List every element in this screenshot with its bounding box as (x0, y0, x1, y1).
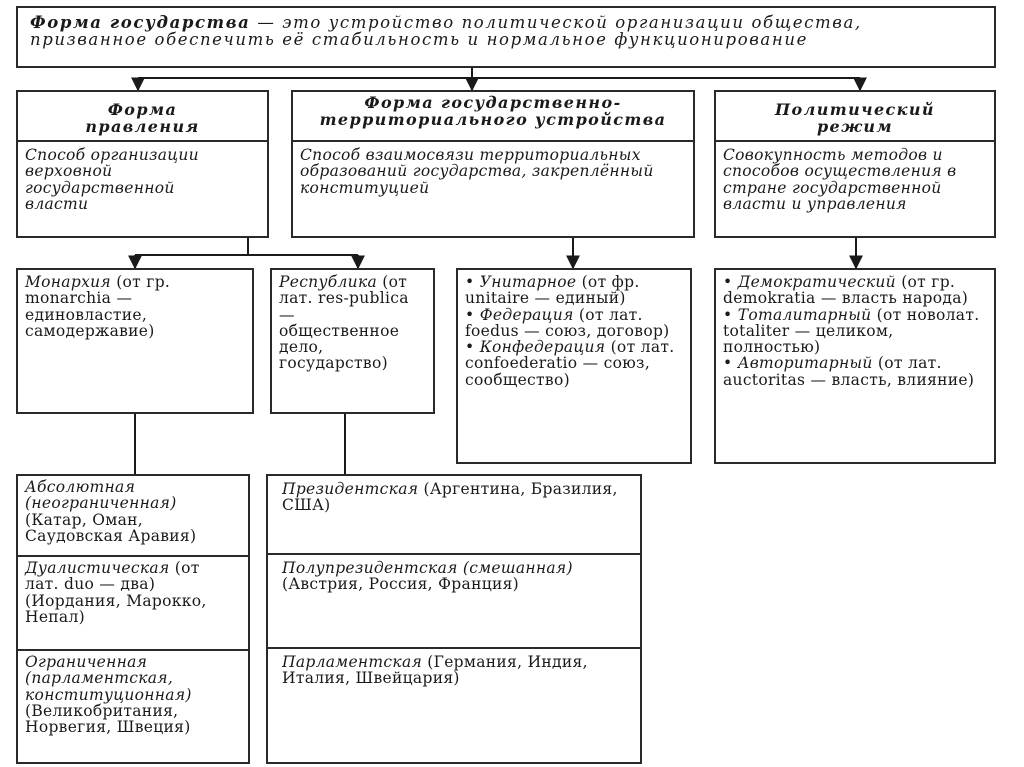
political-regime-description: Совокупность методов и способов осуществления в стране государственной власти и управления (723, 146, 957, 213)
territorial-type-item: • Федерация (от лат. foedus — союз, договор) (465, 305, 670, 340)
republic-name: Республика (279, 273, 378, 291)
government-form-box (16, 90, 269, 238)
territorial-type-item: • Конфедерация (от лат. confoederatio — союз, сообщество) (465, 338, 675, 389)
regime-type-item: • Авторитарный (от лат. auctoritas — власть, влияние) (723, 354, 975, 389)
territorial-form-box (291, 90, 695, 238)
monarchy-type-dualistic: Дуалистическая (от лат. duo — два) (Иордания, Марокко, Непал) (25, 559, 207, 626)
territorial-type-item: • Унитарное (от фр. unitaire — единый) (465, 273, 640, 308)
monarchy-name: Монархия (25, 273, 111, 291)
regime-type-item: • Демократический (от гр. demokratia — власть народа) (723, 273, 969, 308)
monarchy-type-absolute: Абсолютная (неограниченная) (Катар, Оман, Саудовская Аравия) (25, 478, 197, 545)
republic-type-presidential: Президентская (Аргентина, Бразилия, США) (282, 480, 618, 515)
regime-types-box (714, 268, 996, 464)
republic-box (270, 268, 435, 414)
republic-type-semi-presidential: Полупрезидентская (смешанная) (Австрия, Россия, Франция) (282, 559, 573, 594)
definition-term: Форма государства (30, 13, 251, 32)
republic-type-parliamentary: Парламентская (Германия, Индия, Италия, Швейцария) (282, 653, 588, 688)
republic-etymology: (от лат. res-publica — общественное дело, государство) (279, 273, 409, 373)
government-form-header: Форма правления (85, 100, 200, 136)
political-regime-box (714, 90, 996, 238)
republic-types-box (266, 474, 642, 764)
monarchy-type-limited: Ограниченная (парламентская, конституционная) (Великобритания, Норвегия, Швеция) (25, 653, 192, 737)
political-regime-header: Политический режим (775, 100, 935, 136)
territorial-types-box (456, 268, 692, 464)
monarchy-etymology: (от гр. monarchia — единовластие, самодержавие) (25, 273, 171, 340)
monarchy-types-box (16, 474, 250, 764)
territorial-form-description: Способ взаимосвязи территориальных образований государства, закреплённый конституцией (300, 146, 654, 197)
regime-type-item: • Тоталитарный (от новолат. totaliter — целиком, полностью) (723, 305, 980, 357)
monarchy-box (16, 268, 254, 414)
government-form-description: Способ организации верховной государственной власти (25, 146, 199, 213)
territorial-form-header: Форма государственно-территориального устройства (319, 93, 667, 129)
definition-text: — это устройство политической организации общества, призванное обеспечить её стабильность и нормальное функционирование (30, 13, 862, 50)
definition-box (16, 6, 996, 68)
